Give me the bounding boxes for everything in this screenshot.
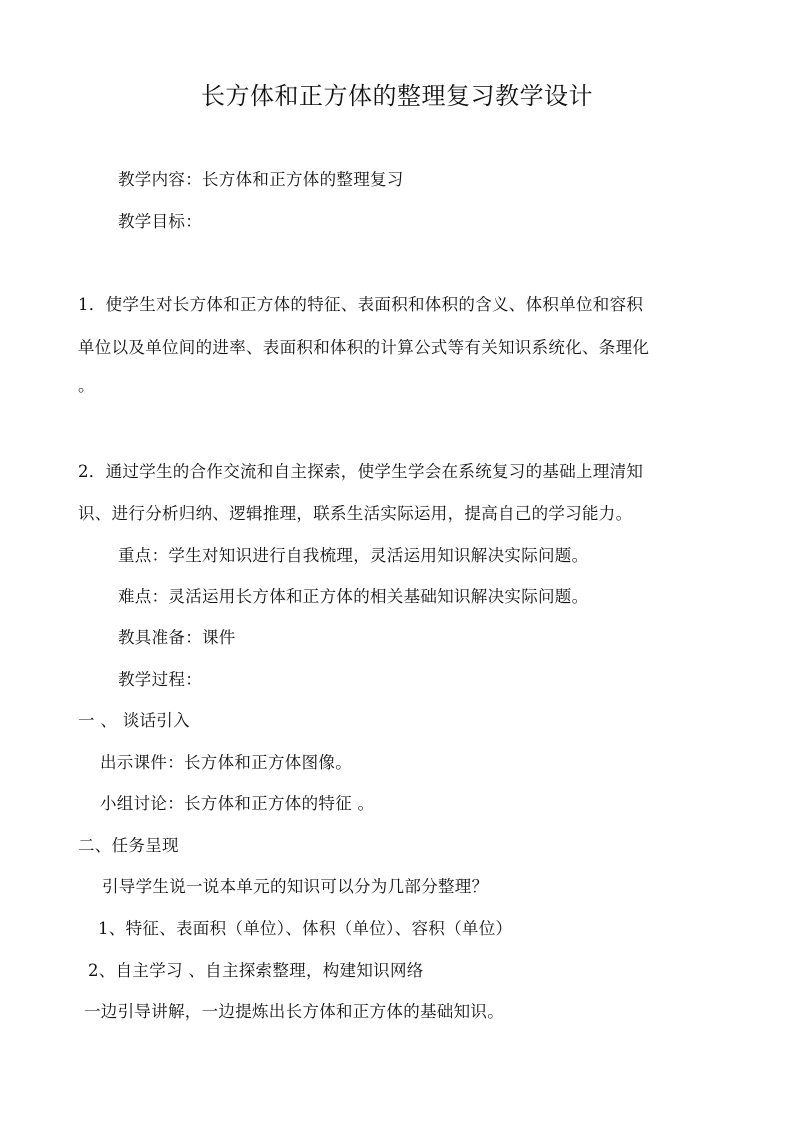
section-two-heading: 二、任务呈现 xyxy=(78,836,179,855)
group-discussion-line: 小组讨论：长方体和正方体的特征 。 xyxy=(100,794,375,813)
task-item-1: 1、特征、表面积（单位）、体积（单位）、容积（单位） xyxy=(98,919,513,938)
teaching-process-heading: 教学过程： xyxy=(118,670,202,689)
difficult-point-line: 难点：灵活运用长方体和正方体的相关基础知识解决实际问题。 xyxy=(118,587,589,606)
courseware-line: 出示课件：长方体和正方体图像。 xyxy=(100,753,352,772)
guidance-line: 引导学生说一说本单元的知识可以分为几部分整理？ xyxy=(102,877,489,896)
explanation-line: 一边引导讲解，一边提炼出长方体和正方体的基础知识。 xyxy=(84,1002,504,1021)
task-item-2: 2、自主学习 、自主探索整理，构建知识网络 xyxy=(88,961,424,980)
goal-2-line-2: 识、进行分析归纳、逻辑推理，联系生活实际运用，提高自己的学习能力。 xyxy=(78,504,633,523)
teaching-aids-line: 教具准备：课件 xyxy=(118,628,236,647)
key-point-line: 重点：学生对知识进行自我梳理，灵活运用知识解决实际问题。 xyxy=(118,546,589,565)
document-title: 长方体和正方体的整理复习教学设计 xyxy=(201,82,593,110)
goal-2-line-1: 2．通过学生的合作交流和自主探索，使学生学会在系统复习的基础上理清知 xyxy=(78,462,644,481)
section-one-heading: 一 、 谈话引入 xyxy=(78,711,190,730)
teaching-content-line: 教学内容：长方体和正方体的整理复习 xyxy=(118,170,404,189)
goal-1-line-3: 。 xyxy=(78,376,95,395)
goal-1-line-2: 单位以及单位间的进率、表面积和体积的计算公式等有关知识系统化、条理化 xyxy=(78,338,650,357)
teaching-goals-heading: 教学目标： xyxy=(118,212,202,231)
goal-1-line-1: 1．使学生对长方体和正方体的特征、表面积和体积的含义、体积单位和容积 xyxy=(78,295,644,314)
